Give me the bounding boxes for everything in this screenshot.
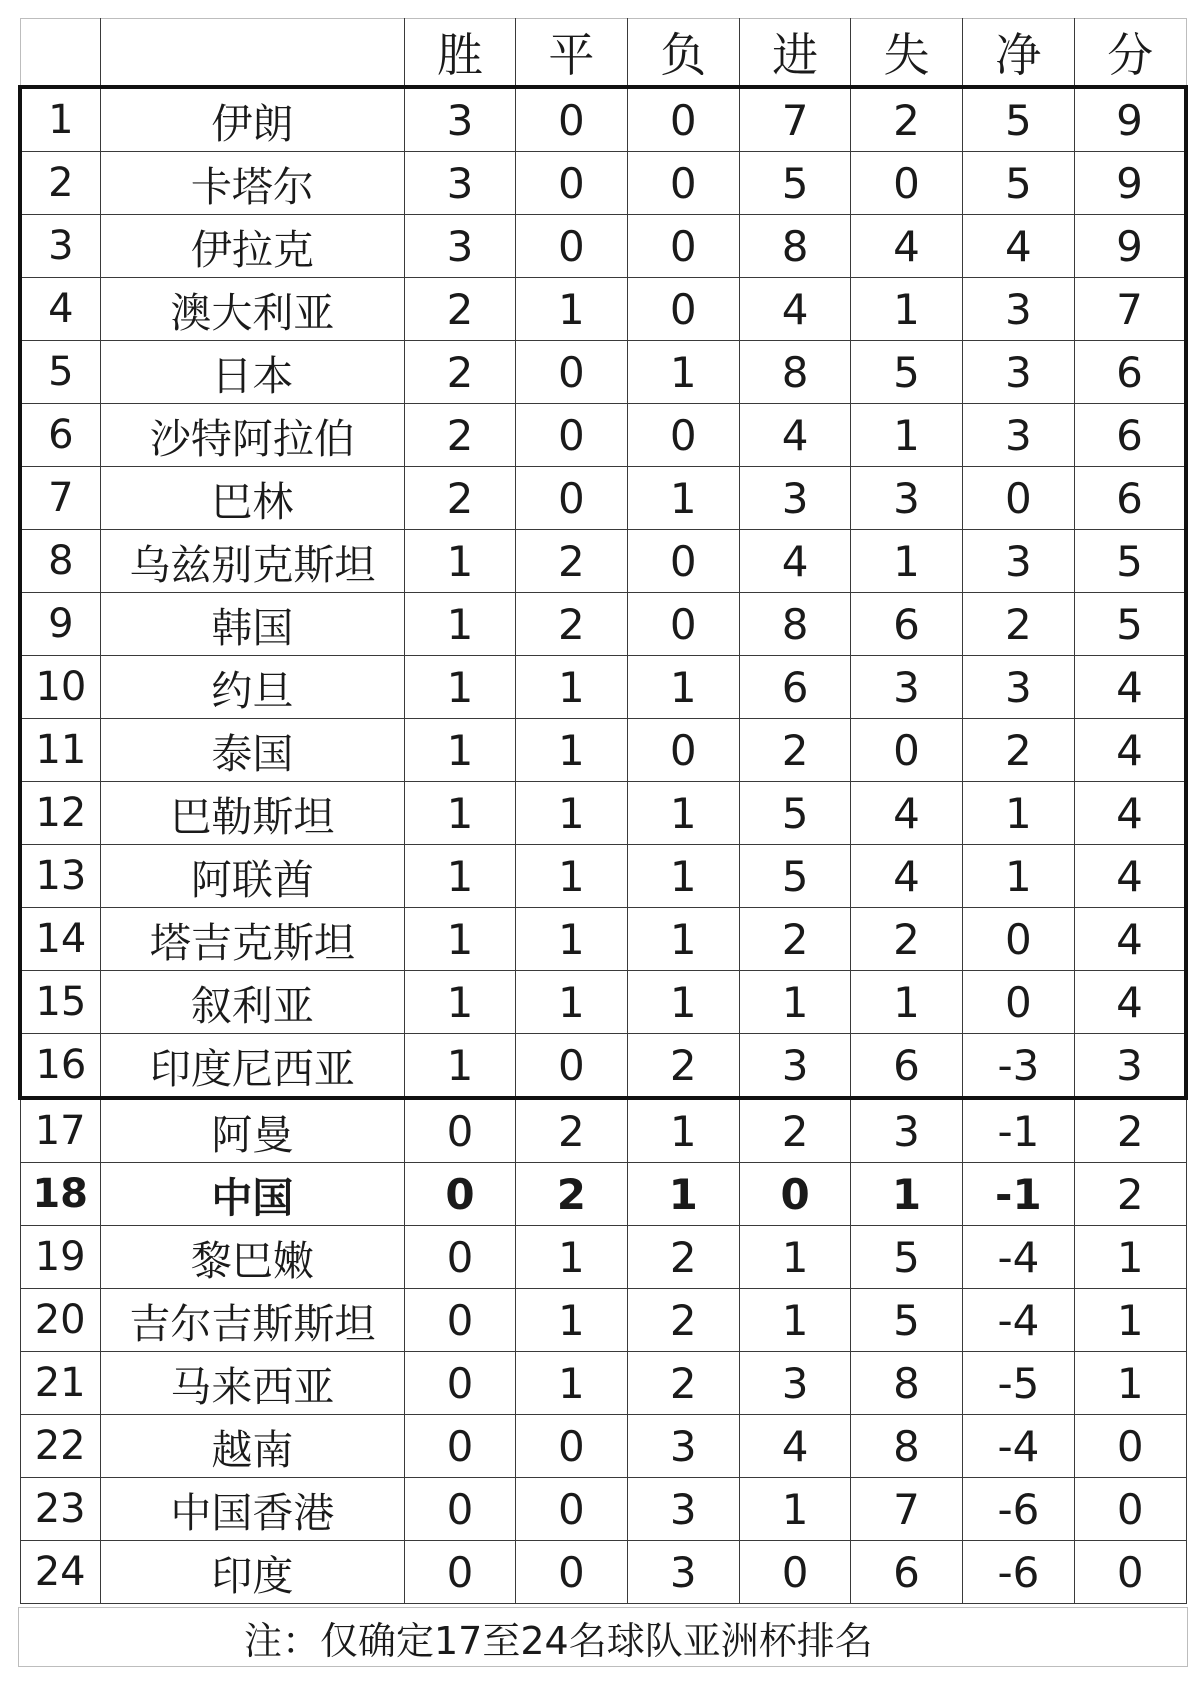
goal-diff-cell: 0 [962, 908, 1074, 971]
wins-cell: 2 [404, 404, 515, 467]
table-row [20, 971, 1186, 1034]
table-row [20, 341, 1186, 404]
wins-cell: 3 [404, 87, 515, 152]
team-cell: 阿联酋 [100, 845, 404, 908]
points-cell: 5 [1075, 593, 1186, 656]
wins-cell: 0 [404, 1541, 515, 1604]
team-cell: 韩国 [100, 593, 404, 656]
goal-diff-cell: -4 [962, 1415, 1074, 1478]
goals-against-cell: 3 [851, 1098, 962, 1163]
goal-diff-cell: -6 [962, 1541, 1074, 1604]
goal-diff-cell: -4 [962, 1289, 1074, 1352]
points-cell: 1 [1075, 1289, 1186, 1352]
goals-for-cell: 1 [739, 971, 850, 1034]
points-cell: 6 [1075, 341, 1186, 404]
losses-cell: 0 [627, 404, 739, 467]
draws-cell: 1 [516, 845, 627, 908]
goal-diff-cell: 3 [962, 530, 1074, 593]
team-cell: 印度 [100, 1541, 404, 1604]
losses-cell: 1 [627, 1098, 739, 1163]
goals-against-cell: 6 [851, 1034, 962, 1099]
points-cell: 2 [1075, 1098, 1186, 1163]
team-cell: 黎巴嫩 [100, 1226, 404, 1289]
goal-diff-cell: 4 [962, 215, 1074, 278]
points-cell: 4 [1075, 908, 1186, 971]
draws-cell: 2 [516, 1098, 627, 1163]
points-cell: 4 [1075, 656, 1186, 719]
header-row [20, 19, 1186, 88]
goals-for-cell: 0 [739, 1163, 850, 1226]
points-cell: 1 [1075, 1352, 1186, 1415]
goals-against-cell: 6 [851, 593, 962, 656]
team-cell: 塔吉克斯坦 [100, 908, 404, 971]
goals-for-cell: 5 [739, 152, 850, 215]
draws-cell: 0 [516, 1034, 627, 1099]
losses-cell: 2 [627, 1289, 739, 1352]
header-wins: 胜 [404, 19, 515, 88]
draws-cell: 0 [516, 1415, 627, 1478]
table-row [20, 1226, 1186, 1289]
draws-cell: 0 [516, 1541, 627, 1604]
rank-cell: 13 [20, 845, 100, 908]
wins-cell: 1 [404, 782, 515, 845]
wins-cell: 0 [404, 1226, 515, 1289]
losses-cell: 2 [627, 1226, 739, 1289]
draws-cell: 0 [516, 152, 627, 215]
draws-cell: 0 [516, 87, 627, 152]
goal-diff-cell: -5 [962, 1352, 1074, 1415]
losses-cell: 0 [627, 593, 739, 656]
losses-cell: 0 [627, 278, 739, 341]
draws-cell: 0 [516, 404, 627, 467]
losses-cell: 1 [627, 1163, 739, 1226]
goals-for-cell: 8 [739, 341, 850, 404]
goal-diff-cell: 3 [962, 341, 1074, 404]
wins-cell: 0 [404, 1098, 515, 1163]
points-cell: 4 [1075, 719, 1186, 782]
goal-diff-cell: 5 [962, 152, 1074, 215]
team-cell: 吉尔吉斯斯坦 [100, 1289, 404, 1352]
goal-diff-cell: 2 [962, 719, 1074, 782]
draws-cell: 1 [516, 908, 627, 971]
goal-diff-cell: 3 [962, 404, 1074, 467]
draws-cell: 1 [516, 1352, 627, 1415]
goals-for-cell: 3 [739, 467, 850, 530]
goals-for-cell: 2 [739, 908, 850, 971]
points-cell: 9 [1075, 152, 1186, 215]
wins-cell: 0 [404, 1289, 515, 1352]
rank-cell: 22 [20, 1415, 100, 1478]
rank-cell: 12 [20, 782, 100, 845]
wins-cell: 0 [404, 1415, 515, 1478]
rank-cell: 7 [20, 467, 100, 530]
goal-diff-cell: -6 [962, 1478, 1074, 1541]
goal-diff-cell: 0 [962, 971, 1074, 1034]
wins-cell: 3 [404, 215, 515, 278]
team-cell: 越南 [100, 1415, 404, 1478]
wins-cell: 1 [404, 593, 515, 656]
wins-cell: 0 [404, 1163, 515, 1226]
goals-against-cell: 1 [851, 530, 962, 593]
team-cell: 巴勒斯坦 [100, 782, 404, 845]
goal-diff-cell: 2 [962, 593, 1074, 656]
goals-for-cell: 6 [739, 656, 850, 719]
rank-cell: 4 [20, 278, 100, 341]
draws-cell: 1 [516, 971, 627, 1034]
losses-cell: 2 [627, 1352, 739, 1415]
goals-for-cell: 8 [739, 215, 850, 278]
rank-cell: 9 [20, 593, 100, 656]
goal-diff-cell: 5 [962, 87, 1074, 152]
team-cell: 印度尼西亚 [100, 1034, 404, 1099]
rank-cell: 18 [20, 1163, 100, 1226]
table-row [20, 1352, 1186, 1415]
goals-for-cell: 4 [739, 404, 850, 467]
goals-against-cell: 5 [851, 341, 962, 404]
goals-against-cell: 1 [851, 404, 962, 467]
table-row [20, 1478, 1186, 1541]
goals-for-cell: 7 [739, 87, 850, 152]
goal-diff-cell: 1 [962, 782, 1074, 845]
table-row [20, 404, 1186, 467]
draws-cell: 2 [516, 593, 627, 656]
team-cell: 卡塔尔 [100, 152, 404, 215]
goals-against-cell: 0 [851, 719, 962, 782]
wins-cell: 0 [404, 1478, 515, 1541]
rank-cell: 21 [20, 1352, 100, 1415]
draws-cell: 1 [516, 782, 627, 845]
points-cell: 4 [1075, 782, 1186, 845]
goals-for-cell: 4 [739, 278, 850, 341]
goals-against-cell: 3 [851, 467, 962, 530]
losses-cell: 3 [627, 1478, 739, 1541]
losses-cell: 1 [627, 908, 739, 971]
goals-against-cell: 2 [851, 908, 962, 971]
goals-for-cell: 3 [739, 1352, 850, 1415]
points-cell: 2 [1075, 1163, 1186, 1226]
draws-cell: 2 [516, 1163, 627, 1226]
table-row [20, 1415, 1186, 1478]
table-row [20, 1034, 1186, 1099]
goal-diff-cell: 3 [962, 656, 1074, 719]
team-cell: 马来西亚 [100, 1352, 404, 1415]
goals-against-cell: 1 [851, 971, 962, 1034]
table-row [20, 719, 1186, 782]
losses-cell: 1 [627, 971, 739, 1034]
rank-cell: 2 [20, 152, 100, 215]
draws-cell: 2 [516, 530, 627, 593]
wins-cell: 2 [404, 341, 515, 404]
rank-cell: 14 [20, 908, 100, 971]
goal-diff-cell: -3 [962, 1034, 1074, 1099]
losses-cell: 1 [627, 845, 739, 908]
goal-diff-cell: -1 [962, 1098, 1074, 1163]
team-cell: 巴林 [100, 467, 404, 530]
wins-cell: 1 [404, 845, 515, 908]
header-draws: 平 [516, 19, 627, 88]
rank-cell: 6 [20, 404, 100, 467]
team-cell: 约旦 [100, 656, 404, 719]
draws-cell: 1 [516, 1226, 627, 1289]
draws-cell: 1 [516, 278, 627, 341]
table-row [20, 1541, 1186, 1604]
rank-cell: 10 [20, 656, 100, 719]
draws-cell: 0 [516, 341, 627, 404]
goals-against-cell: 5 [851, 1289, 962, 1352]
team-cell: 阿曼 [100, 1098, 404, 1163]
points-cell: 7 [1075, 278, 1186, 341]
rank-cell: 24 [20, 1541, 100, 1604]
rank-cell: 11 [20, 719, 100, 782]
points-cell: 9 [1075, 215, 1186, 278]
header-points: 分 [1075, 19, 1186, 88]
points-cell: 9 [1075, 87, 1186, 152]
draws-cell: 0 [516, 1478, 627, 1541]
team-cell: 沙特阿拉伯 [100, 404, 404, 467]
team-cell: 中国 [100, 1163, 404, 1226]
table-row [20, 1163, 1186, 1226]
header-losses: 负 [627, 19, 739, 88]
losses-cell: 0 [627, 719, 739, 782]
goals-against-cell: 4 [851, 845, 962, 908]
standings-body [20, 87, 1186, 1604]
points-cell: 0 [1075, 1415, 1186, 1478]
points-cell: 4 [1075, 845, 1186, 908]
goals-against-cell: 5 [851, 1226, 962, 1289]
draws-cell: 1 [516, 656, 627, 719]
team-cell: 叙利亚 [100, 971, 404, 1034]
team-cell: 伊朗 [100, 87, 404, 152]
team-cell: 中国香港 [100, 1478, 404, 1541]
goals-for-cell: 5 [739, 782, 850, 845]
goals-for-cell: 1 [739, 1478, 850, 1541]
wins-cell: 1 [404, 656, 515, 719]
goals-against-cell: 1 [851, 1163, 962, 1226]
team-cell: 泰国 [100, 719, 404, 782]
footnote: 注：仅确定17至24名球队亚洲杯排名 [18, 1607, 1188, 1667]
header-rank [20, 19, 100, 88]
header-goal-diff: 净 [962, 19, 1074, 88]
losses-cell: 1 [627, 341, 739, 404]
goals-for-cell: 0 [739, 1541, 850, 1604]
goal-diff-cell: 1 [962, 845, 1074, 908]
points-cell: 6 [1075, 467, 1186, 530]
table-row [20, 152, 1186, 215]
header-team [100, 19, 404, 88]
team-cell: 乌兹别克斯坦 [100, 530, 404, 593]
wins-cell: 1 [404, 530, 515, 593]
wins-cell: 1 [404, 719, 515, 782]
goals-against-cell: 6 [851, 1541, 962, 1604]
rank-cell: 20 [20, 1289, 100, 1352]
losses-cell: 0 [627, 87, 739, 152]
table-row [20, 1098, 1186, 1163]
losses-cell: 1 [627, 782, 739, 845]
goals-for-cell: 1 [739, 1289, 850, 1352]
rank-cell: 16 [20, 1034, 100, 1099]
rank-cell: 23 [20, 1478, 100, 1541]
rank-cell: 15 [20, 971, 100, 1034]
wins-cell: 1 [404, 908, 515, 971]
goals-for-cell: 4 [739, 530, 850, 593]
points-cell: 5 [1075, 530, 1186, 593]
table-row [20, 530, 1186, 593]
losses-cell: 3 [627, 1541, 739, 1604]
table-row [20, 593, 1186, 656]
goals-against-cell: 7 [851, 1478, 962, 1541]
wins-cell: 1 [404, 1034, 515, 1099]
draws-cell: 1 [516, 1289, 627, 1352]
goals-against-cell: 3 [851, 656, 962, 719]
wins-cell: 2 [404, 278, 515, 341]
rank-cell: 19 [20, 1226, 100, 1289]
table-row [20, 278, 1186, 341]
losses-cell: 3 [627, 1415, 739, 1478]
team-cell: 日本 [100, 341, 404, 404]
team-cell: 澳大利亚 [100, 278, 404, 341]
losses-cell: 2 [627, 1034, 739, 1099]
points-cell: 6 [1075, 404, 1186, 467]
points-cell: 3 [1075, 1034, 1186, 1099]
table-row [20, 1289, 1186, 1352]
wins-cell: 1 [404, 971, 515, 1034]
losses-cell: 1 [627, 467, 739, 530]
rank-cell: 1 [20, 87, 100, 152]
table-row [20, 656, 1186, 719]
table-row [20, 87, 1186, 152]
goal-diff-cell: 3 [962, 278, 1074, 341]
goals-against-cell: 1 [851, 278, 962, 341]
goals-against-cell: 0 [851, 152, 962, 215]
losses-cell: 0 [627, 152, 739, 215]
points-cell: 0 [1075, 1478, 1186, 1541]
team-cell: 伊拉克 [100, 215, 404, 278]
goals-for-cell: 2 [739, 719, 850, 782]
losses-cell: 1 [627, 656, 739, 719]
goals-for-cell: 2 [739, 1098, 850, 1163]
wins-cell: 0 [404, 1352, 515, 1415]
goal-diff-cell: 0 [962, 467, 1074, 530]
points-cell: 0 [1075, 1541, 1186, 1604]
table-row [20, 215, 1186, 278]
table-row [20, 467, 1186, 530]
draws-cell: 1 [516, 719, 627, 782]
goals-for-cell: 4 [739, 1415, 850, 1478]
goals-for-cell: 3 [739, 1034, 850, 1099]
wins-cell: 3 [404, 152, 515, 215]
goals-against-cell: 4 [851, 782, 962, 845]
rank-cell: 5 [20, 341, 100, 404]
goals-against-cell: 8 [851, 1415, 962, 1478]
losses-cell: 0 [627, 215, 739, 278]
goal-diff-cell: -4 [962, 1226, 1074, 1289]
goal-diff-cell: -1 [962, 1163, 1074, 1226]
standings-table [18, 18, 1188, 1604]
rank-cell: 8 [20, 530, 100, 593]
goals-against-cell: 2 [851, 87, 962, 152]
goals-against-cell: 4 [851, 215, 962, 278]
draws-cell: 0 [516, 467, 627, 530]
rank-cell: 17 [20, 1098, 100, 1163]
points-cell: 1 [1075, 1226, 1186, 1289]
rank-cell: 3 [20, 215, 100, 278]
header-goals-for: 进 [739, 19, 850, 88]
table-row [20, 908, 1186, 971]
table-row [20, 782, 1186, 845]
goals-against-cell: 8 [851, 1352, 962, 1415]
draws-cell: 0 [516, 215, 627, 278]
losses-cell: 0 [627, 530, 739, 593]
goals-for-cell: 1 [739, 1226, 850, 1289]
goals-for-cell: 8 [739, 593, 850, 656]
table-row [20, 845, 1186, 908]
goals-for-cell: 5 [739, 845, 850, 908]
header-goals-against: 失 [851, 19, 962, 88]
points-cell: 4 [1075, 971, 1186, 1034]
wins-cell: 2 [404, 467, 515, 530]
